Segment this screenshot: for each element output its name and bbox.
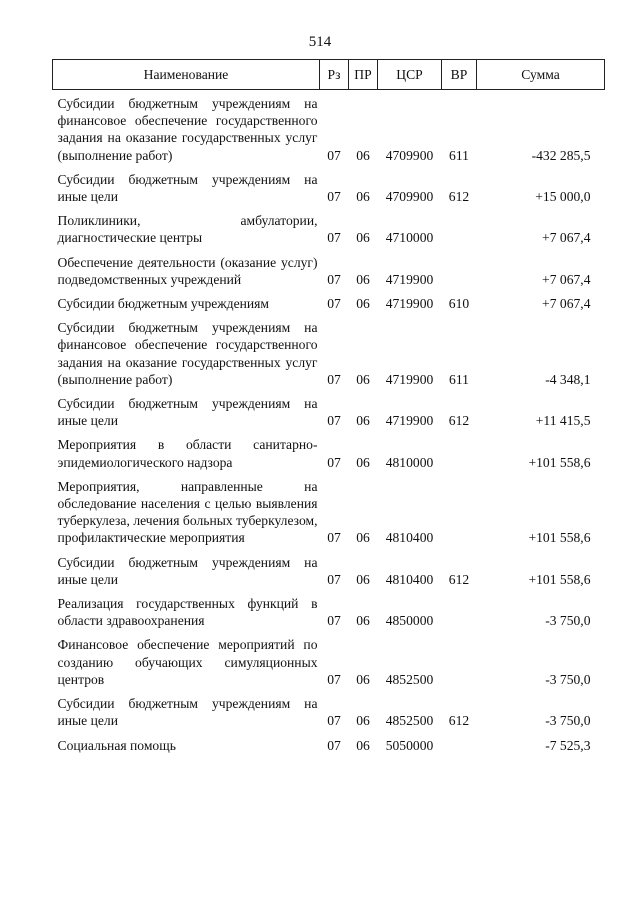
row-rz: 07: [327, 371, 341, 387]
table-row: [53, 471, 605, 547]
row-pr: 06: [356, 613, 370, 629]
row-csr: 4810400: [385, 571, 434, 587]
row-csr: 4709900: [385, 147, 434, 163]
row-csr: 4850000: [385, 613, 434, 629]
row-pr: 06: [356, 413, 370, 429]
row-rz: 07: [327, 413, 341, 429]
row-vr: [442, 429, 477, 470]
row-vr: 612: [448, 413, 470, 429]
row-rz: 07: [327, 671, 341, 687]
row-csr: 4719900: [385, 371, 434, 387]
row-name: Субсидии бюджетным учреждениям на финансовое обеспечение государственного задания на оказание государственных услуг (выполнение работ): [57, 320, 318, 387]
row-rz: 07: [327, 713, 341, 729]
row-vr: 610: [448, 296, 470, 312]
row-pr: 06: [356, 530, 370, 546]
row-name: Субсидии бюджетным учреждениям на иные цели: [57, 554, 318, 587]
row-sum: +101 558,6: [528, 530, 591, 546]
row-rz: 07: [327, 271, 341, 287]
row-vr: [442, 205, 477, 246]
row-sum: +101 558,6: [528, 571, 591, 587]
row-csr: 4719900: [385, 413, 434, 429]
row-rz: 07: [327, 571, 341, 587]
table-row: [53, 90, 605, 164]
row-name: Субсидии бюджетным учреждениям на иные цели: [57, 696, 318, 729]
row-vr: 612: [448, 713, 470, 729]
row-csr: 4810000: [385, 454, 434, 470]
table-row: [53, 588, 605, 629]
row-name: Субсидии бюджетным учреждениям на финансовое обеспечение государственного задания на оказание государственных услуг (выполнение работ): [57, 96, 318, 163]
row-csr: 4719900: [385, 271, 434, 287]
row-sum: -7 525,3: [545, 737, 591, 753]
row-sum: +15 000,0: [535, 189, 591, 205]
row-rz: 07: [327, 737, 341, 753]
row-csr: 4719900: [385, 296, 434, 312]
row-sum: -4 348,1: [545, 371, 591, 387]
header-vr: ВР: [442, 60, 477, 90]
row-sum: -3 750,0: [545, 671, 591, 687]
row-vr: 612: [448, 571, 470, 587]
row-sum: +7 067,4: [542, 230, 591, 246]
row-pr: 06: [356, 271, 370, 287]
row-name: Реализация государственных функций в области здравоохранения: [57, 596, 318, 629]
row-pr: 06: [356, 230, 370, 246]
row-rz: 07: [327, 189, 341, 205]
row-name: Субсидии бюджетным учреждениям: [57, 296, 270, 312]
row-pr: 06: [356, 671, 370, 687]
row-sum: -432 285,5: [531, 147, 591, 163]
table-row: [53, 164, 605, 205]
table-row: [53, 312, 605, 388]
row-vr: 612: [448, 189, 470, 205]
table-row: [53, 688, 605, 729]
row-rz: 07: [327, 296, 341, 312]
row-pr: 06: [356, 296, 370, 312]
row-rz: 07: [327, 147, 341, 163]
row-name: Субсидии бюджетным учреждениям на иные цели: [57, 171, 318, 205]
table-row: [53, 730, 605, 754]
table-row: [53, 205, 605, 246]
row-sum: -3 750,0: [545, 613, 591, 629]
row-csr: 4852500: [385, 713, 434, 729]
header-rz: Рз: [320, 60, 349, 90]
row-csr: 5050000: [385, 737, 434, 753]
row-name: Мероприятия, направленные на обследование населения с целью выявления туберкулеза, лечения больных туберкулезом, профилактические мероприятия: [57, 478, 318, 546]
row-pr: 06: [356, 737, 370, 753]
row-pr: 06: [356, 571, 370, 587]
table-header-row: [53, 60, 605, 90]
row-vr: [442, 629, 477, 688]
row-name: Социальная помощь: [57, 737, 176, 753]
table-row: [53, 247, 605, 288]
table-row: [53, 388, 605, 429]
row-pr: 06: [356, 371, 370, 387]
row-sum: +101 558,6: [528, 454, 591, 470]
row-sum: -3 750,0: [545, 713, 591, 729]
row-rz: 07: [327, 530, 341, 546]
row-name: Обеспечение деятельности (оказание услуг) подведомственных учреждений: [57, 254, 318, 287]
row-name: Финансовое обеспечение мероприятий по созданию обучающих симуляционных центров: [57, 637, 318, 687]
row-vr: 611: [449, 147, 469, 163]
row-name: Субсидии бюджетным учреждениям на иные цели: [57, 396, 318, 429]
table-row: [53, 288, 605, 312]
row-name: Мероприятия в области санитарно-эпидемиологического надзора: [57, 437, 318, 470]
header-csr: ЦСР: [378, 60, 442, 90]
table-row: [53, 629, 605, 688]
row-vr: [442, 730, 477, 754]
row-sum: +7 067,4: [542, 271, 591, 287]
row-vr: [442, 471, 477, 547]
header-name: Наименование: [53, 60, 320, 90]
row-csr: 4852500: [385, 671, 434, 687]
row-pr: 06: [356, 454, 370, 470]
row-vr: [442, 588, 477, 629]
page-number: 514: [308, 34, 332, 50]
row-rz: 07: [327, 613, 341, 629]
header-pr: ПР: [349, 60, 378, 90]
row-sum: +7 067,4: [542, 296, 591, 312]
row-pr: 06: [356, 713, 370, 729]
row-csr: 4710000: [385, 230, 434, 246]
row-csr: 4709900: [385, 189, 434, 205]
row-name: Поликлиники, амбулатории, диагностические центры: [57, 213, 318, 246]
budget-table: [52, 59, 605, 754]
row-pr: 06: [356, 189, 370, 205]
table-row: [53, 547, 605, 588]
row-vr: [442, 247, 477, 288]
row-vr: 611: [449, 371, 469, 387]
row-rz: 07: [327, 454, 341, 470]
row-csr: 4810400: [385, 530, 434, 546]
row-sum: +11 415,5: [535, 413, 591, 429]
row-rz: 07: [327, 230, 341, 246]
row-pr: 06: [356, 147, 370, 163]
header-sum: Сумма: [477, 60, 605, 90]
table-row: [53, 429, 605, 470]
